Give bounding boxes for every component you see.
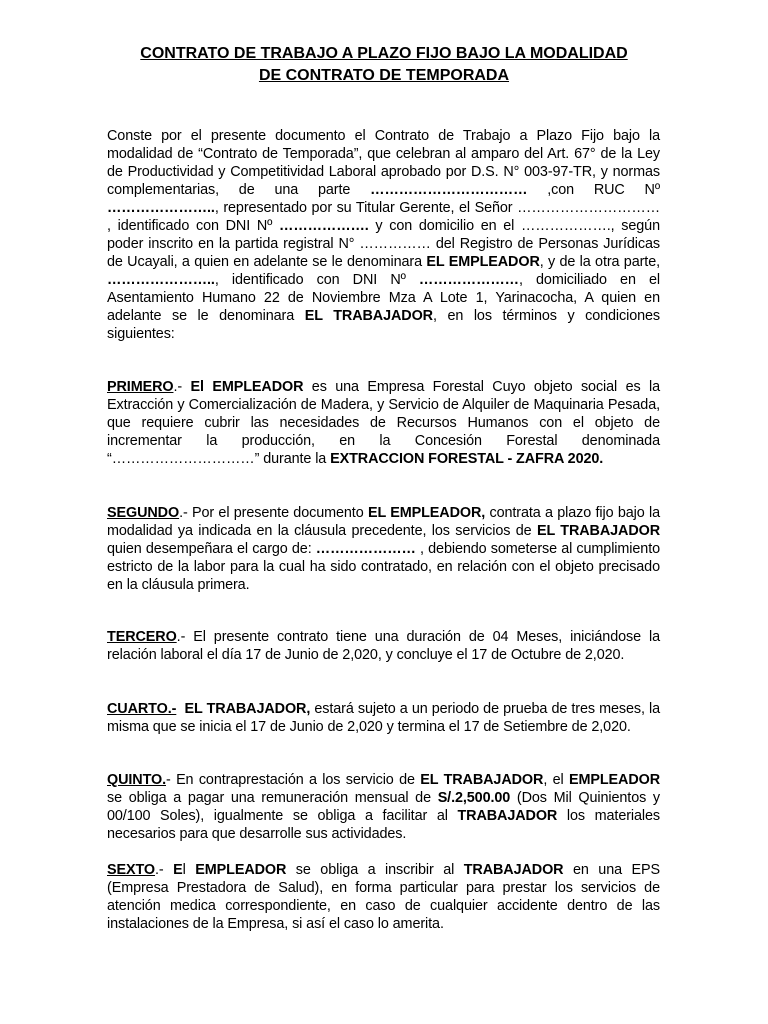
- clause-segundo-placeholder-role: …………………: [315, 541, 416, 557]
- clause-cuarto-sep: [176, 701, 184, 717]
- intro-text-2: ,con RUC Nº: [527, 182, 660, 198]
- title-line-1: CONTRATO DE TRABAJO A PLAZO FIJO BAJO LA MODALIDAD: [140, 45, 628, 62]
- clause-sexto-text-2: en una EPS (Empresa Prestadora de Salud), en forma particular para prestar los servicios de atención medica correspondiente, en caso de cualquier accidente dentro de las instalaciones de la Empresa, si así el caso lo amerita.: [107, 862, 660, 932]
- intro-text-5: , y de la otra parte,: [539, 254, 661, 270]
- clause-segundo-bold-2: EL TRABAJADOR: [536, 523, 661, 539]
- clause-segundo-text-1: Por el presente documento: [192, 505, 368, 521]
- clause-cuarto-text-1: estará sujeto a un periodo de prueba de tres meses, la misma que se inicia el 17 de Junio de 2,020 y termina el 17 de Setiembre de 2,020.: [107, 701, 660, 735]
- clause-cuarto: [107, 700, 660, 736]
- clause-quinto-salary: S/.2,500.00: [437, 790, 511, 806]
- clause-sexto-text-0: l: [182, 862, 196, 878]
- clause-segundo-text-4: , debiendo someterse al cumplimiento estricto de la labor para la cual ha sido contratado, en relación con el objeto precisado en la cláusula primera.: [107, 541, 660, 593]
- clause-quinto-text-5: los materiales necesarios para que desarrolle sus actividades.: [107, 808, 661, 842]
- clause-sexto: [107, 861, 660, 933]
- clause-quinto-text-2: , el: [543, 772, 569, 788]
- intro-placeholder-worker: …………………..: [107, 272, 215, 288]
- intro-placeholder-dni-manager: ……………….: [279, 218, 369, 234]
- intro-text-7: , domiciliado en el Asentamiento Humano 22 de Noviembre Mza A Lote 1, Yarinacocha, A quien en adelante se le denominara: [107, 272, 661, 324]
- clause-quinto-label: QUINTO.: [107, 772, 166, 788]
- intro-text-3: , representado por su Titular Gerente, el Señor ………………………… , identificado con DNI Nº: [107, 200, 660, 234]
- title-line-2: DE CONTRATO DE TEMPORADA: [258, 67, 510, 84]
- clause-sexto-label: SEXTO: [107, 862, 156, 878]
- clause-segundo-text-3: quien desempeñara el cargo de:: [107, 541, 316, 557]
- document-title: [90, 43, 678, 87]
- clause-quinto-bold-4: TRABAJADOR: [457, 808, 558, 824]
- clause-cuarto-bold-1: EL TRABAJADOR,: [184, 701, 311, 717]
- clause-sexto-bold-2: TRABAJADOR: [463, 862, 564, 878]
- clause-quinto-bold-2: EMPLEADOR: [568, 772, 660, 788]
- intro-term-worker: EL TRABAJADOR: [304, 308, 433, 324]
- clause-tercero-label: TERCERO: [107, 629, 177, 645]
- intro-text-1: Conste por el presente documento el Contrato de Trabajo a Plazo Fijo bajo la modalidad de “Contrato de Temporada”, que celebran al amparo del Art. 67° de la Ley de Productividad y Competitividad Laboral aprobado por D.S. N° 003-97-TR, y normas complementarias, de una parte: [107, 128, 660, 198]
- clause-segundo-label: SEGUNDO: [107, 505, 180, 521]
- clause-sexto-bold-0: E: [173, 862, 183, 878]
- clause-quinto-sep: -: [166, 772, 177, 788]
- clause-quinto: [107, 771, 660, 843]
- intro-text-6: , identificado con DNI Nº: [214, 272, 419, 288]
- intro-placeholder-dni-worker: …………………: [418, 272, 519, 288]
- clause-quinto-text-1: En contraprestación a los servicio de: [176, 772, 421, 788]
- intro-paragraph: [107, 127, 660, 343]
- clause-primero-text-1: es una Empresa Forestal Cuyo objeto social es la Extracción y Comercialización de Madera, y Servicio de Alquiler de Maquinaria Pesada, que requiere cubrir las necesidades de Recursos Humanos con el objeto de incrementar la producción, en la Concesión Forestal denominada “…………………………” durante la: [107, 379, 660, 467]
- clause-quinto-text-4: (Dos Mil Quinientos y 00/100 Soles), igualmente se obliga a facilitar al: [107, 790, 660, 824]
- clause-segundo-sep: .-: [179, 505, 192, 521]
- clause-segundo: [107, 504, 660, 594]
- intro-placeholder-company: ……………………………: [370, 182, 528, 198]
- clause-tercero: [107, 628, 660, 664]
- clause-primero-bold-1: El EMPLEADOR: [190, 379, 304, 395]
- clause-tercero-sep: .-: [176, 629, 194, 645]
- clause-primero-label: PRIMERO: [107, 379, 174, 395]
- clause-quinto-bold-1: EL TRABAJADOR: [420, 772, 544, 788]
- clause-segundo-bold-1: EL EMPLEADOR,: [367, 505, 486, 521]
- clause-sexto-sep: .-: [155, 862, 174, 878]
- clause-primero-bold-2: EXTRACCION FORESTAL - ZAFRA 2020.: [330, 451, 604, 467]
- intro-text-4: y con domicilio en el ………………., según poder inscrito en la partida registral N° …………… del Registro de Personas Jurídicas de Ucayali, a quien en adelante se le denominara: [107, 218, 660, 270]
- clause-tercero-text-1: El presente contrato tiene una duración de 04 Meses, iniciándose la relación laboral el día 17 de Junio de 2,020, y concluye el 17 de Octubre de 2,020.: [107, 629, 660, 663]
- clause-segundo-text-2: contrata a plazo fijo bajo la modalidad ya indicada en la cláusula precedente, los servicios de: [107, 505, 660, 539]
- clause-primero: [107, 378, 660, 468]
- intro-term-employer: EL EMPLEADOR: [426, 254, 540, 270]
- clause-cuarto-label: CUARTO.-: [107, 701, 177, 717]
- intro-text-8: , en los términos y condiciones siguientes:: [107, 308, 661, 342]
- clause-primero-sep: .-: [173, 379, 191, 395]
- clause-quinto-text-3: se obliga a pagar una remuneración mensual de: [107, 790, 438, 806]
- intro-placeholder-ruc: …………………..: [107, 200, 215, 216]
- clause-sexto-bold-1: EMPLEADOR: [195, 862, 287, 878]
- clause-sexto-text-1: se obliga a inscribir al: [286, 862, 464, 878]
